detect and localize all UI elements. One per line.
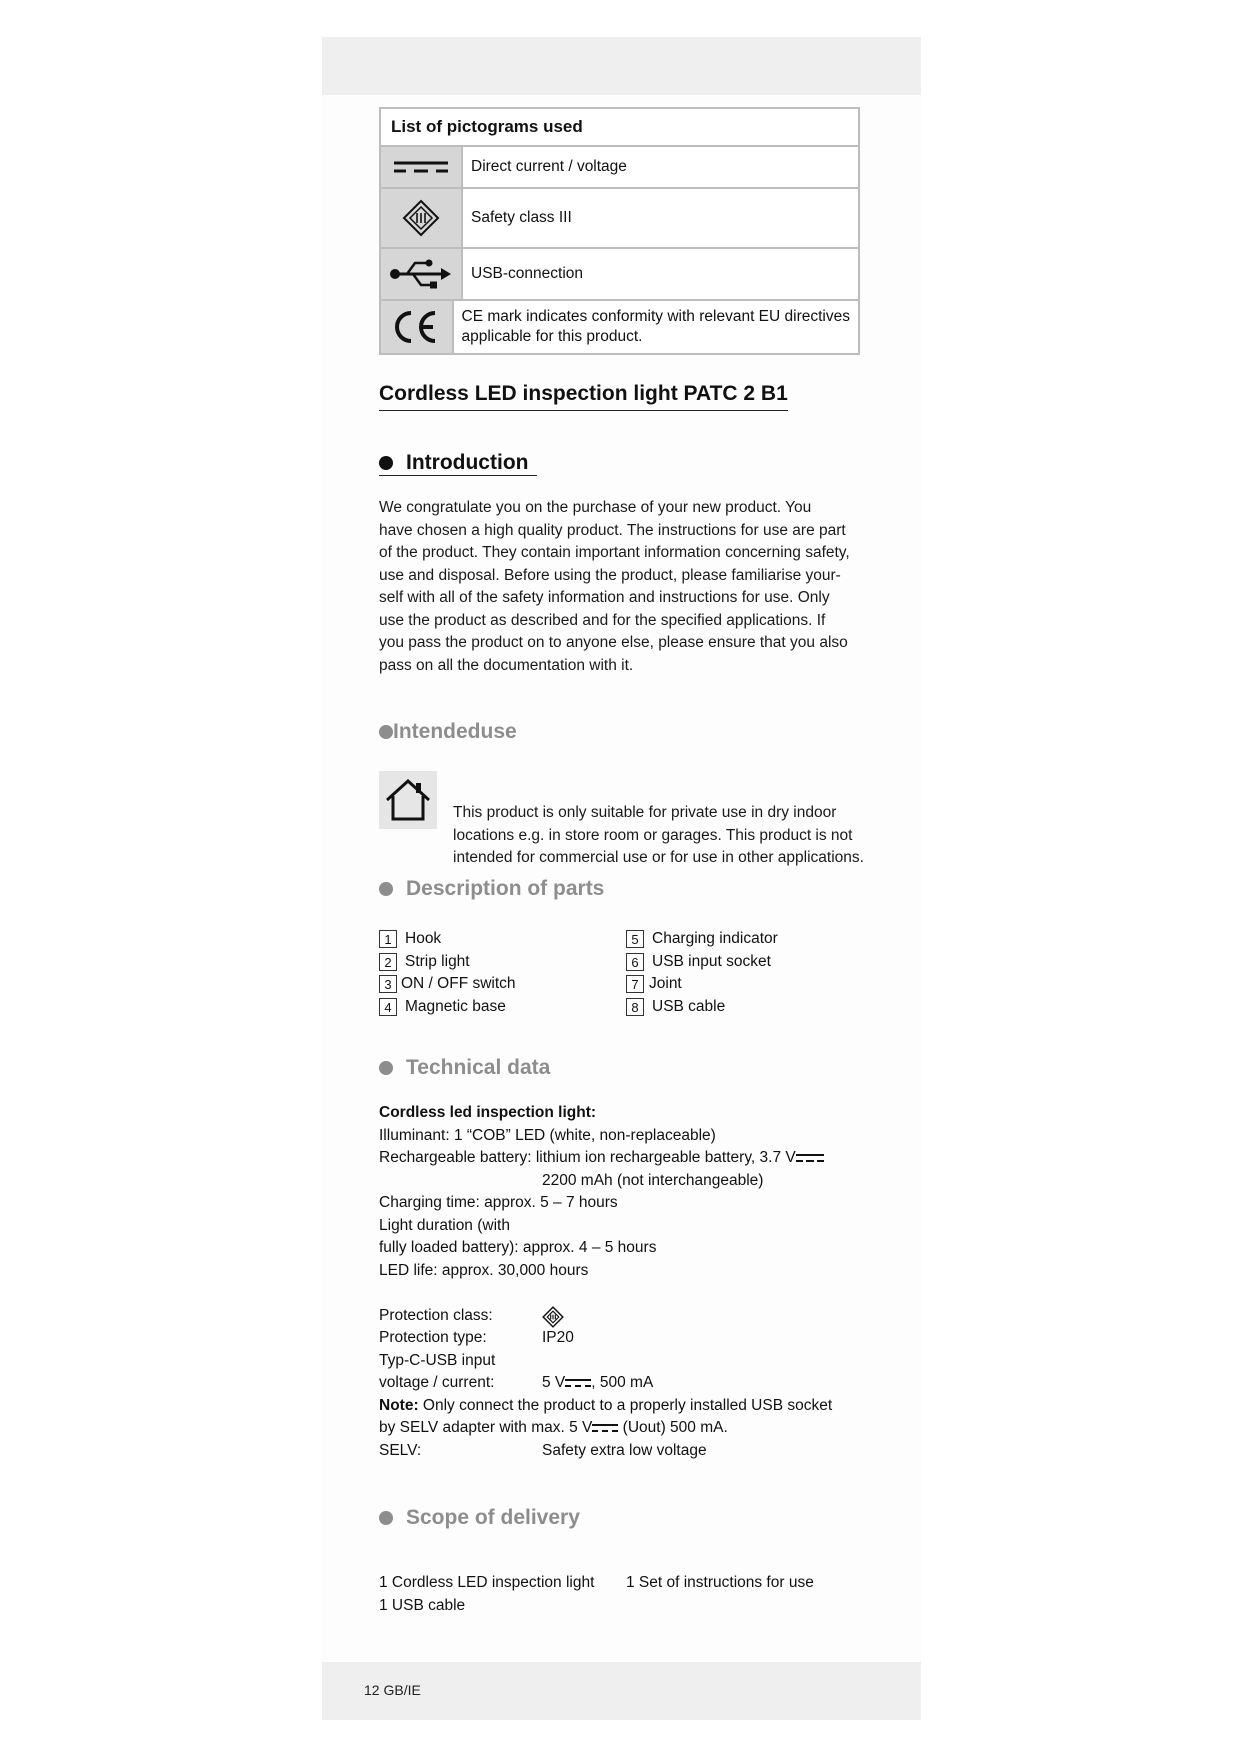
ce-mark-icon: [381, 301, 454, 353]
text-line: pass on all the documentation with it.: [379, 656, 634, 674]
list-item: [626, 951, 778, 974]
note-label: Note:: [379, 1396, 419, 1414]
part-label: Magnetic base: [405, 997, 506, 1015]
part-number: 5: [626, 930, 644, 948]
part-number: 7: [626, 975, 644, 993]
part-number: 8: [626, 998, 644, 1016]
part-number: 6: [626, 953, 644, 971]
heading-underline: [379, 475, 537, 476]
manual-page: [322, 37, 921, 1720]
house-icon: [379, 771, 437, 829]
list-item: [379, 951, 516, 974]
text-line: use and disposal. Before using the product, please familiarise your-: [379, 566, 841, 584]
footer-band: [322, 1662, 921, 1720]
list-item: 1 Set of instructions for use: [626, 1574, 814, 1591]
technical-heading: [379, 1056, 550, 1080]
text-line: [379, 1440, 863, 1463]
intended-use-text: [453, 802, 864, 870]
note-text: by SELV adapter with max. 5 V: [379, 1419, 593, 1436]
bullet-icon: [379, 456, 393, 470]
parts-list-right: [626, 928, 778, 1018]
part-label: Strip light: [405, 952, 470, 970]
text-line: [379, 1417, 863, 1440]
part-label: Joint: [649, 975, 682, 992]
scope-list-left: [379, 1572, 594, 1617]
protection-type-value: IP20: [542, 1329, 574, 1346]
text-line: of the product. They contain important information concerning safety,: [379, 544, 850, 561]
typc-current: , 500 mA: [591, 1374, 654, 1391]
scope-heading: [379, 1506, 580, 1530]
pictogram-row: [381, 249, 858, 301]
technical-heading-label: Technical data: [406, 1056, 551, 1079]
text-line: fully loaded battery): approx. 4 – 5 hours: [379, 1239, 657, 1256]
ce-text-line: CE mark indicates conformity with relevant EU directives: [461, 308, 850, 325]
text-line: intended for commercial use or for use in other applications.: [453, 849, 864, 866]
direct-current-icon: [796, 1152, 824, 1164]
note-text: Only connect the product to a properly installed USB socket: [418, 1396, 833, 1414]
direct-current-icon: [381, 147, 463, 187]
text-line: This product is only suitable for private use in dry indoor: [453, 804, 837, 821]
part-label: USB input socket: [652, 952, 771, 970]
pictogram-text: USB-connection: [471, 265, 584, 282]
spacer: [379, 1282, 863, 1305]
intended-use-heading-label: Intendeduse: [393, 720, 517, 743]
text-line: self with all of the safety information and instructions for use. Only: [379, 589, 830, 606]
parts-heading-label: Description of parts: [406, 877, 605, 900]
page-number: 12 GB/IE: [364, 1682, 421, 1698]
safety-class-iii-icon: [381, 189, 463, 247]
pictogram-row: [381, 147, 858, 189]
pictogram-text: Direct current / voltage: [471, 158, 627, 175]
part-number: 2: [379, 953, 397, 971]
product-title: Cordless LED inspection light PATC 2 B1: [379, 382, 788, 411]
text-line: you pass the product on to anyone else, please ensure that you also: [379, 634, 848, 651]
pictogram-text: [454, 301, 859, 353]
text-line: [379, 1372, 863, 1395]
pictogram-row: [381, 189, 858, 249]
part-label: Charging indicator: [652, 930, 778, 947]
pictogram-text: Safety class III: [471, 209, 572, 226]
pictogram-row: [381, 301, 858, 353]
protection-type-label: Protection type:: [379, 1329, 487, 1346]
selv-value: Safety extra low voltage: [542, 1441, 707, 1459]
text-line: [379, 1147, 863, 1170]
text-line: [379, 1327, 863, 1350]
text-line: have chosen a high quality product. The instructions for use are part: [379, 521, 846, 539]
selv-label: SELV:: [379, 1441, 422, 1459]
battery-capacity: 2200 mAh (not interchangeable): [542, 1171, 764, 1189]
part-number: 3: [379, 975, 397, 993]
part-label: ON / OFF switch: [401, 975, 516, 992]
direct-current-icon: [565, 1377, 591, 1389]
pictogram-table-title: List of pictograms used: [381, 109, 858, 147]
typc-voltage: 5 V: [542, 1374, 566, 1391]
part-number: 1: [379, 930, 397, 948]
text-line: Illuminant: 1 “COB” LED (white, non-replaceable): [379, 1126, 716, 1144]
bullet-icon: [379, 725, 393, 739]
bullet-icon: [379, 1511, 393, 1525]
list-item: [626, 928, 778, 951]
text-line: [379, 1395, 863, 1418]
text-line: Typ-C-USB input: [379, 1351, 496, 1369]
introduction-text: [379, 497, 850, 677]
text-line: [379, 1170, 863, 1193]
introduction-heading: [379, 451, 528, 475]
scope-list-right: [626, 1572, 814, 1595]
typc-value: [542, 1372, 653, 1395]
list-item: 1 USB cable: [379, 1596, 466, 1614]
parts-heading: [379, 877, 604, 901]
introduction-heading-label: Introduction: [406, 451, 529, 474]
bullet-icon: [379, 882, 393, 896]
intended-use-heading: [379, 720, 517, 744]
list-item: 1 Cordless LED inspection light: [379, 1574, 595, 1591]
list-item: [379, 996, 516, 1019]
bullet-icon: [379, 1061, 393, 1075]
text-line: We congratulate you on the purchase of your new product. You: [379, 499, 812, 516]
part-number: 4: [379, 998, 397, 1016]
text-line: LED life: approx. 30,000 hours: [379, 1261, 589, 1279]
list-item: [626, 996, 778, 1019]
note-text: (Uout) 500 mA.: [618, 1419, 728, 1436]
text-line: Light duration (with: [379, 1216, 510, 1234]
text-line: locations e.g. in store room or garages. This product is not: [453, 826, 853, 844]
list-item: [379, 973, 516, 996]
battery-text: Rechargeable battery: lithium ion rechargeable battery, 3.7 V: [379, 1149, 796, 1166]
list-item: [626, 973, 778, 996]
scope-heading-label: Scope of delivery: [406, 1506, 580, 1529]
ce-text-line: applicable for this product.: [461, 328, 643, 345]
list-item: [379, 928, 516, 951]
usb-icon: [381, 249, 463, 299]
direct-current-icon: [592, 1422, 618, 1434]
protection-class-label: Protection class:: [379, 1306, 493, 1324]
technical-subheading: Cordless led inspection light:: [379, 1104, 597, 1121]
part-label: USB cable: [652, 997, 726, 1015]
typc-label: voltage / current:: [379, 1374, 495, 1391]
text-line: use the product as described and for the specified applications. If: [379, 611, 826, 629]
header-band: [322, 37, 921, 95]
text-line: Charging time: approx. 5 – 7 hours: [379, 1194, 618, 1211]
text-line: [379, 1305, 863, 1328]
parts-list-left: [379, 928, 516, 1018]
part-label: Hook: [405, 930, 442, 947]
pictogram-table: [379, 107, 860, 355]
technical-data-block: [379, 1102, 863, 1462]
